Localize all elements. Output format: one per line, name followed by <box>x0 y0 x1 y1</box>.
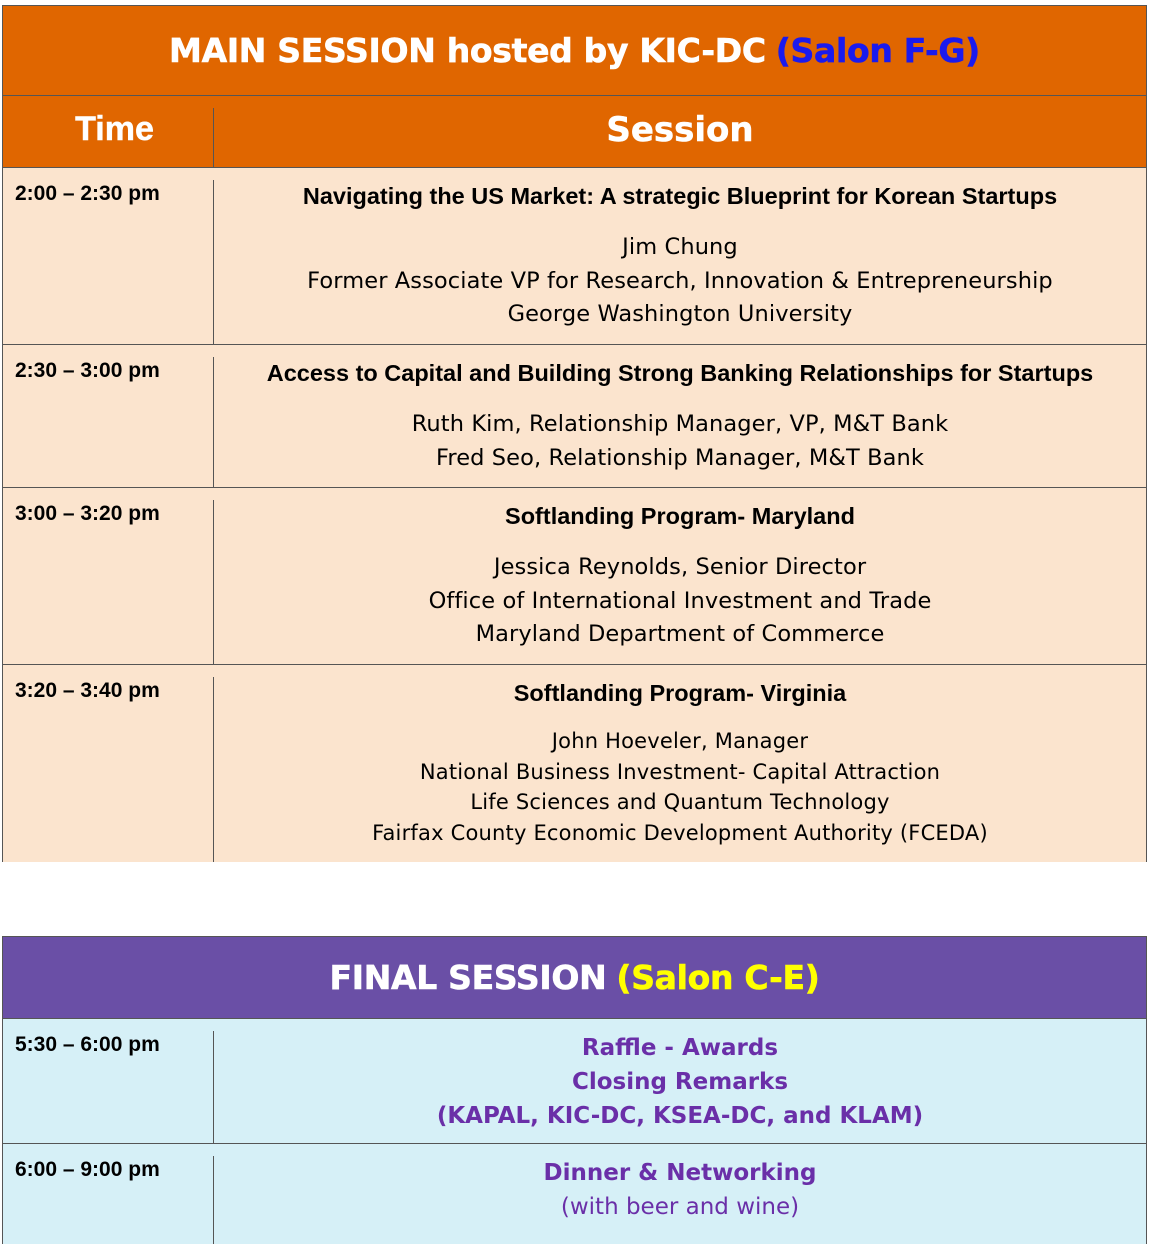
row-time: 3:00 – 3:20 pm <box>3 488 214 664</box>
final-session-table <box>2 936 1147 1244</box>
session-title: Softlanding Program- Maryland <box>505 503 855 529</box>
speaker-line: Former Associate VP for Research, Innovation & Entrepreneurship <box>307 267 1053 294</box>
speaker-line: Life Sciences and Quantum Technology <box>470 790 890 814</box>
speaker-line: Jim Chung <box>622 234 738 260</box>
speaker-line: John Hoeveler, Manager <box>551 729 809 753</box>
session-title: Navigating the US Market: A strategic Blueprint for Korean Startups <box>302 183 1058 209</box>
final-line: Closing Remarks <box>571 1069 789 1095</box>
final-session-salon: (Salon C-E) <box>616 958 820 997</box>
final-session-title-text: FINAL SESSION <box>329 958 607 997</box>
schedule-row <box>3 488 1146 665</box>
speaker-line: Jessica Reynolds, Senior Director <box>493 554 867 580</box>
column-header-row <box>3 96 1146 168</box>
row-time: 3:20 – 3:40 pm <box>3 665 214 862</box>
session-title: Access to Capital and Building Strong Banking Relationships for Startups <box>266 360 1094 386</box>
schedule-row <box>3 1019 1146 1144</box>
speaker-line: Maryland Department of Commerce <box>475 621 885 647</box>
session-column-header: Session <box>606 110 754 150</box>
schedule-row <box>3 1144 1146 1244</box>
main-session-salon: (Salon F-G) <box>775 31 980 70</box>
row-time: 6:00 – 9:00 pm <box>3 1144 214 1244</box>
main-session-title <box>3 5 1146 96</box>
final-line: (with beer and wine) <box>560 1194 800 1220</box>
row-time: 5:30 – 6:00 pm <box>3 1019 214 1143</box>
session-title: Softlanding Program- Virginia <box>513 680 847 706</box>
speaker-line: National Business Investment- Capital Attraction <box>419 759 941 784</box>
row-session <box>214 1019 1146 1143</box>
final-line: (KAPAL, KIC-DC, KSEA-DC, and KLAM) <box>436 1103 924 1129</box>
speaker-line: Ruth Kim, Relationship Manager, VP, M&T Bank <box>411 411 949 437</box>
row-session <box>214 1144 1146 1244</box>
final-line: Dinner & Networking <box>543 1160 817 1186</box>
row-session <box>214 345 1146 487</box>
schedule-row <box>3 665 1146 862</box>
row-session <box>214 665 1146 862</box>
speaker-line: Fairfax County Economic Development Authority (FCEDA) <box>372 820 988 845</box>
row-time: 2:00 – 2:30 pm <box>3 168 214 344</box>
final-line: Raffle - Awards <box>581 1035 779 1061</box>
speaker-line: Office of International Investment and Trade <box>428 587 932 614</box>
row-time: 2:30 – 3:00 pm <box>3 345 214 487</box>
main-session-title-text: MAIN SESSION hosted by KIC-DC <box>169 31 766 70</box>
schedule-row <box>3 345 1146 488</box>
row-session <box>214 488 1146 664</box>
final-session-title <box>3 936 1146 1019</box>
speaker-line: Fred Seo, Relationship Manager, M&T Bank <box>435 444 925 471</box>
main-session-table <box>2 5 1147 862</box>
row-session <box>214 168 1146 344</box>
time-column-header: Time <box>3 96 214 167</box>
speaker-line: George Washington University <box>507 301 853 327</box>
schedule-row <box>3 168 1146 345</box>
